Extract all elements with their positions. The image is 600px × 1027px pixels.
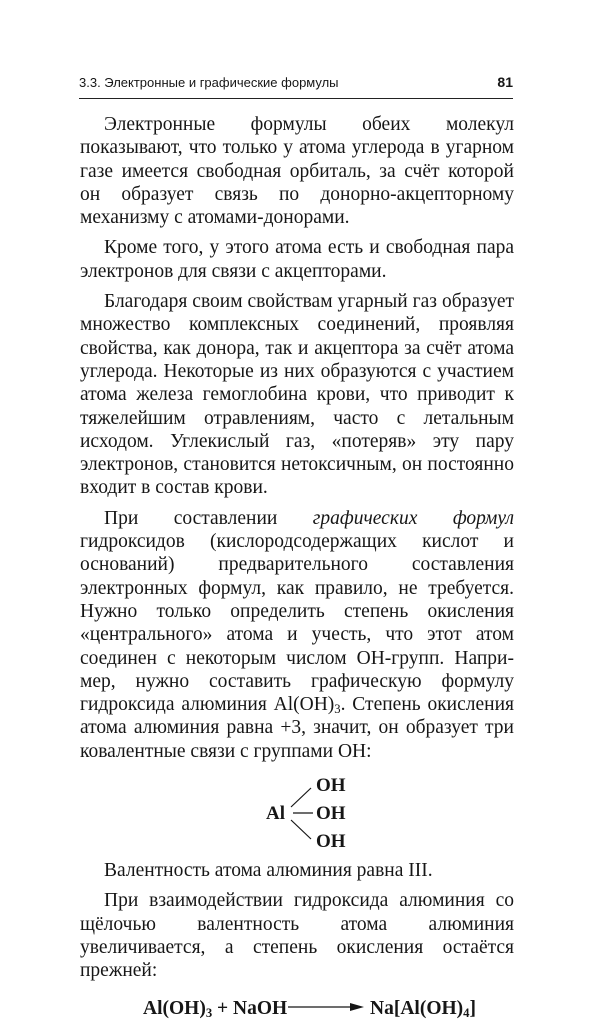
- reactant-1-subscript: 3: [205, 1005, 213, 1020]
- paragraph-5: Валентность атома алюминия равна III.: [104, 860, 433, 882]
- p4-start: При составлении: [104, 507, 278, 529]
- p4-mid: гидроксидов (кислородсодержащих кислот и оснований) предварительного составления электронных формул, как правило, не требуется. Нужно только определить степень окисления «центрального» атома и учесть, что этот атом соединен с некоторым числом ОН-групп. Например, нужно составить графическую формулу гидроксида алюминия Al(OH): [80, 531, 514, 716]
- page-body: [80, 113, 514, 1027]
- paragraph-4: [80, 507, 514, 763]
- running-header: [79, 72, 513, 99]
- p4-subscript: 3: [334, 702, 341, 717]
- reaction-equation: [80, 991, 514, 1027]
- reaction-arrow: [288, 1000, 364, 1014]
- bond-top: [291, 788, 311, 807]
- reactant-2: NaOH: [233, 997, 288, 1019]
- reaction-product: [370, 997, 476, 1020]
- page-number: 81: [497, 74, 513, 90]
- central-atom-label: Al: [266, 803, 285, 825]
- oh-group-top: OH: [316, 775, 346, 797]
- section-title: 3.3. Электронные и графические формулы: [79, 75, 339, 90]
- bond-bottom: [291, 820, 311, 839]
- p4-end: . Степень окисления атома алюминия равна +3, значит, он образует три ковалентные связи с группами ОН:: [80, 694, 514, 762]
- reaction-reactants: [143, 997, 287, 1020]
- paragraph-6: При взаимодействии гидроксида алюминия со щёлочью валентность атома алюминия увеличивается, а степень окисления остаётся прежней:: [80, 890, 514, 982]
- oh-group-middle: OH: [316, 803, 346, 825]
- paragraph-1: Электронные формулы обеих молекул показывают, что только у атома углерода в угарном газе имеется свободная орбиталь, за счёт которой он образует связь по донорно-акцепторному механизму с атомами-донорами.: [80, 114, 514, 229]
- reactant-1: Al(OH): [143, 997, 206, 1019]
- product-bracket: ]: [469, 997, 476, 1019]
- product-subscript: 4: [463, 1005, 470, 1020]
- aluminium-hydroxide-structure: [80, 771, 514, 853]
- paragraph-2: Кроме того, у этого атома есть и свободная пара электронов для связи с акцепторами.: [80, 237, 514, 282]
- product-main: Na[Al(OH): [370, 997, 464, 1019]
- oh-group-bottom: OH: [316, 831, 346, 853]
- graphic-formulas-term: графических формул: [312, 507, 515, 529]
- paragraph-3: Благодаря своим свойствам угарный газ образует множество комплексных соединений, проявляя свойства, как донора, так и акцептора за счёт атома углерода. Некоторые из них образуются с участием атома железа гемоглобина крови, что приводит к тяжелейшим отравлениям, часто с летальным исходом. Углекислый газ, «потеряв» эту пару электронов, становится нетоксичным, он постоянно входит в состав крови.: [80, 291, 514, 499]
- plus-sign: +: [217, 997, 229, 1019]
- structure-diagram: [266, 771, 376, 853]
